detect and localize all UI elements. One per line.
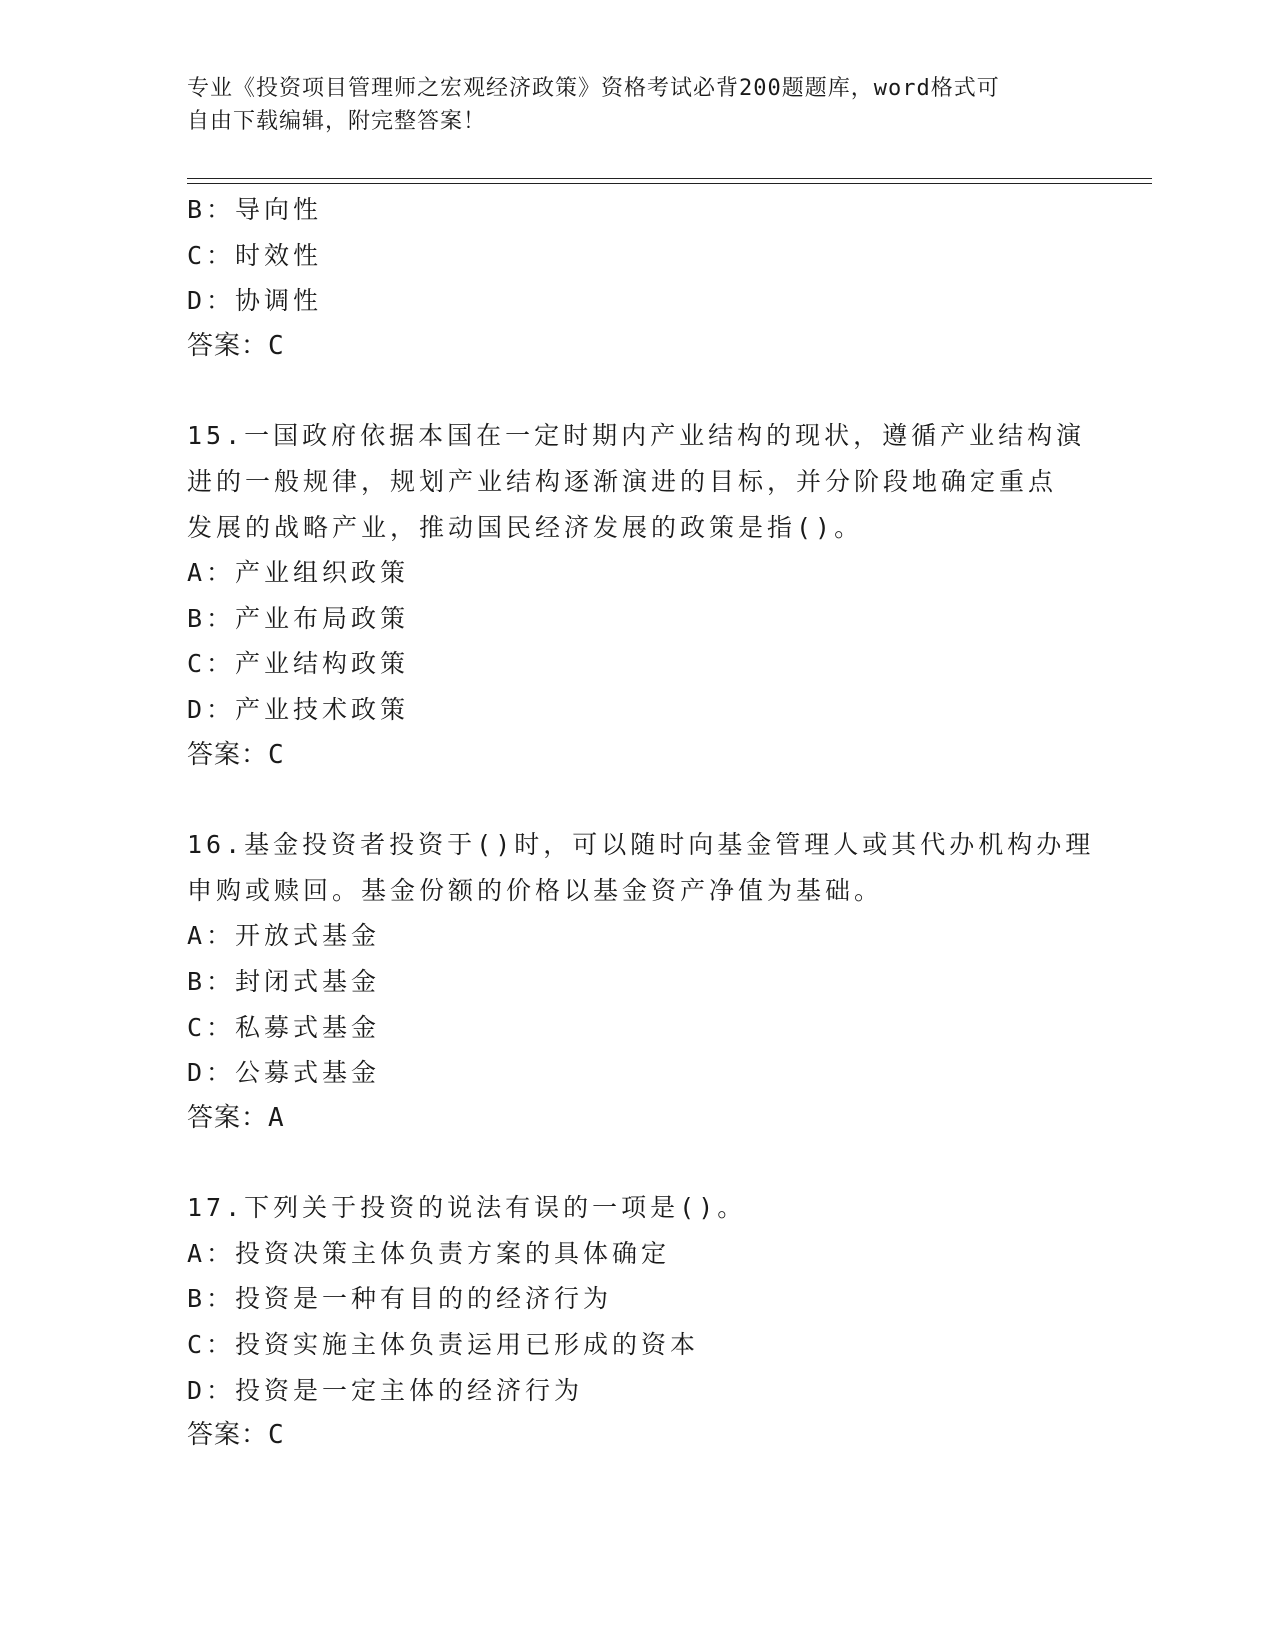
- document-header: [187, 72, 1067, 138]
- option-a: A：产业组织政策: [187, 558, 410, 588]
- question-stem-line: 申购或赎回。基金份额的价格以基金资产净值为基础。: [187, 875, 884, 905]
- question-15: [187, 413, 1087, 778]
- question-16: [187, 822, 1095, 1141]
- option-a: A：投资决策主体负责方案的具体确定: [187, 1238, 671, 1268]
- option-c: C：产业结构政策: [187, 649, 410, 679]
- question-17: [187, 1185, 1087, 1459]
- option-d: D：协调性: [187, 286, 323, 316]
- question-stem-line: 16.基金投资者投资于()时，可以随时向基金管理人或其代办机构办理: [187, 830, 1095, 860]
- question-stem-line: 发展的战略产业，推动国民经济发展的政策是指()。: [187, 512, 864, 542]
- header-line-1: 专业《投资项目管理师之宏观经济政策》资格考试必背200题题库，word格式可: [187, 76, 1000, 101]
- option-a: A：开放式基金: [187, 921, 381, 951]
- answer: 答案：A: [187, 1102, 285, 1133]
- option-c: C：时效性: [187, 240, 323, 270]
- question-14-fragment: [187, 187, 1087, 369]
- option-d: D：产业技术政策: [187, 694, 410, 724]
- answer: 答案：C: [187, 739, 285, 770]
- option-b: B：封闭式基金: [187, 966, 381, 996]
- option-b: B：导向性: [187, 195, 323, 224]
- question-stem-line: 15.一国政府依据本国在一定时期内产业结构的现状，遵循产业结构演: [187, 421, 1086, 451]
- option-d: D：投资是一定主体的经济行为: [187, 1375, 584, 1405]
- document-body: [187, 187, 1095, 1459]
- option-b: B：产业布局政策: [187, 603, 410, 633]
- header-divider-top: [187, 178, 1152, 179]
- option-b: B：投资是一种有目的的经济行为: [187, 1284, 613, 1314]
- header-divider-bottom: [187, 183, 1152, 184]
- answer: 答案：C: [187, 330, 285, 361]
- header-line-2: 自由下载编辑，附完整答案！: [187, 109, 487, 134]
- answer: 答案：C: [187, 1420, 285, 1451]
- option-d: D：公募式基金: [187, 1058, 381, 1088]
- option-c: C：私募式基金: [187, 1012, 381, 1042]
- question-stem-line: 17.下列关于投资的说法有误的一项是()。: [187, 1193, 747, 1223]
- option-c: C：投资实施主体负责运用已形成的资本: [187, 1330, 700, 1360]
- question-stem-line: 进的一般规律，规划产业结构逐渐演进的目标，并分阶段地确定重点: [187, 466, 1058, 496]
